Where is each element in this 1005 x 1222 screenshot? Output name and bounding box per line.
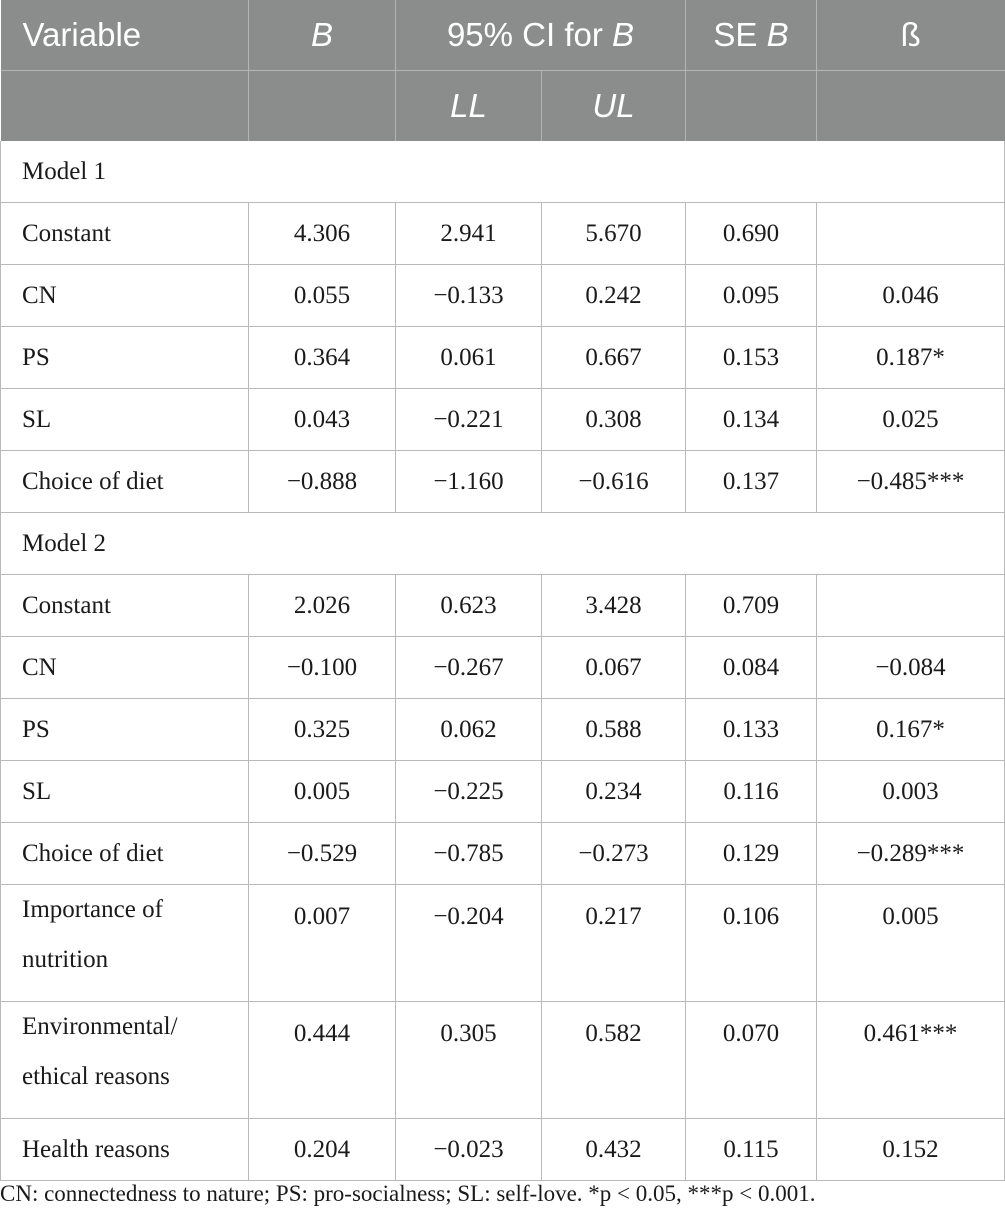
header-ci-b: B — [612, 16, 635, 53]
cell-ul: 3.428 — [542, 575, 686, 637]
table-row — [1, 389, 1005, 451]
cell-variable: PS — [1, 327, 249, 389]
cell-variable: Constant — [1, 203, 249, 265]
cell-ul: 0.217 — [542, 885, 686, 1002]
cell-b: 0.007 — [249, 885, 396, 1002]
cell-ll: −0.023 — [396, 1119, 542, 1181]
header-blank — [817, 71, 1005, 142]
table-header — [1, 0, 1005, 141]
model-group-row — [1, 513, 1005, 575]
cell-beta: 0.025 — [817, 389, 1005, 451]
table-row — [1, 699, 1005, 761]
cell-beta — [817, 575, 1005, 637]
header-blank — [686, 71, 817, 142]
cell-ul: 0.067 — [542, 637, 686, 699]
cell-b: −0.529 — [249, 823, 396, 885]
cell-se: 0.115 — [686, 1119, 817, 1181]
cell-variable: CN — [1, 265, 249, 327]
cell-variable: Importance of nutrition — [1, 885, 249, 1002]
cell-b: 0.204 — [249, 1119, 396, 1181]
cell-variable: CN — [1, 637, 249, 699]
cell-ul: 0.308 — [542, 389, 686, 451]
cell-se: 0.095 — [686, 265, 817, 327]
cell-beta: 0.046 — [817, 265, 1005, 327]
cell-variable: Health reasons — [1, 1119, 249, 1181]
cell-beta: −0.084 — [817, 637, 1005, 699]
cell-b: 0.055 — [249, 265, 396, 327]
cell-ll: −0.267 — [396, 637, 542, 699]
table-row — [1, 1119, 1005, 1181]
cell-variable: Choice of diet — [1, 451, 249, 513]
cell-beta: 0.461*** — [817, 1002, 1005, 1119]
header-se-prefix: SE — [713, 16, 767, 53]
cell-b: −0.888 — [249, 451, 396, 513]
table-row — [1, 203, 1005, 265]
cell-ll: −0.133 — [396, 265, 542, 327]
cell-se: 0.134 — [686, 389, 817, 451]
cell-ll: −0.785 — [396, 823, 542, 885]
cell-ll: 0.305 — [396, 1002, 542, 1119]
cell-se: 0.084 — [686, 637, 817, 699]
cell-se: 0.709 — [686, 575, 817, 637]
header-ci — [396, 0, 686, 71]
cell-ul: −0.616 — [542, 451, 686, 513]
cell-ul: 0.588 — [542, 699, 686, 761]
cell-beta: 0.187* — [817, 327, 1005, 389]
cell-ul: 0.667 — [542, 327, 686, 389]
cell-beta: 0.005 — [817, 885, 1005, 1002]
cell-se: 0.133 — [686, 699, 817, 761]
cell-b: 0.043 — [249, 389, 396, 451]
cell-variable: SL — [1, 761, 249, 823]
table-row — [1, 885, 1005, 1002]
header-ul: UL — [542, 71, 686, 142]
cell-se: 0.153 — [686, 327, 817, 389]
cell-variable: Constant — [1, 575, 249, 637]
cell-se: 0.070 — [686, 1002, 817, 1119]
cell-ll: 0.623 — [396, 575, 542, 637]
cell-b: −0.100 — [249, 637, 396, 699]
model-label: Model 1 — [1, 141, 1005, 203]
table-row — [1, 265, 1005, 327]
header-ll: LL — [396, 71, 542, 142]
cell-ll: −0.221 — [396, 389, 542, 451]
table-row — [1, 761, 1005, 823]
header-se-b: B — [766, 16, 789, 53]
cell-ll: 0.061 — [396, 327, 542, 389]
cell-ul: 0.242 — [542, 265, 686, 327]
cell-ll: 0.062 — [396, 699, 542, 761]
table-row — [1, 1002, 1005, 1119]
cell-beta — [817, 203, 1005, 265]
cell-beta: 0.167* — [817, 699, 1005, 761]
cell-beta: 0.152 — [817, 1119, 1005, 1181]
header-b: B — [249, 0, 396, 71]
cell-beta: −0.485*** — [817, 451, 1005, 513]
header-beta: ß — [817, 0, 1005, 71]
table-row — [1, 575, 1005, 637]
cell-variable: Choice of diet — [1, 823, 249, 885]
cell-se: 0.690 — [686, 203, 817, 265]
header-variable: Variable — [1, 0, 249, 71]
cell-b: 0.005 — [249, 761, 396, 823]
cell-b: 4.306 — [249, 203, 396, 265]
model-group-row — [1, 141, 1005, 203]
cell-ul: 0.582 — [542, 1002, 686, 1119]
header-se — [686, 0, 817, 71]
cell-ul: 5.670 — [542, 203, 686, 265]
cell-b: 0.364 — [249, 327, 396, 389]
table-footnote: CN: connectedness to nature; PS: pro-socialness; SL: self-love. *p < 0.05, ***p < 0.001. — [0, 1181, 816, 1206]
cell-se: 0.116 — [686, 761, 817, 823]
cell-ul: 0.432 — [542, 1119, 686, 1181]
cell-beta: 0.003 — [817, 761, 1005, 823]
cell-ll: 2.941 — [396, 203, 542, 265]
cell-variable: SL — [1, 389, 249, 451]
table-body — [1, 141, 1005, 1181]
table-row — [1, 327, 1005, 389]
cell-ul: 0.234 — [542, 761, 686, 823]
cell-b: 0.325 — [249, 699, 396, 761]
header-ci-prefix: 95% CI for — [446, 16, 613, 53]
header-blank — [249, 71, 396, 142]
header-blank — [1, 71, 249, 142]
cell-ll: −0.225 — [396, 761, 542, 823]
cell-se: 0.129 — [686, 823, 817, 885]
cell-ll: −1.160 — [396, 451, 542, 513]
table-row — [1, 823, 1005, 885]
cell-variable: Environmental/ ethical reasons — [1, 1002, 249, 1119]
cell-beta: −0.289*** — [817, 823, 1005, 885]
cell-se: 0.137 — [686, 451, 817, 513]
cell-se: 0.106 — [686, 885, 817, 1002]
table-row — [1, 637, 1005, 699]
cell-variable: PS — [1, 699, 249, 761]
cell-b: 0.444 — [249, 1002, 396, 1119]
model-label: Model 2 — [1, 513, 1005, 575]
table-row — [1, 451, 1005, 513]
cell-ul: −0.273 — [542, 823, 686, 885]
cell-b: 2.026 — [249, 575, 396, 637]
cell-ll: −0.204 — [396, 885, 542, 1002]
